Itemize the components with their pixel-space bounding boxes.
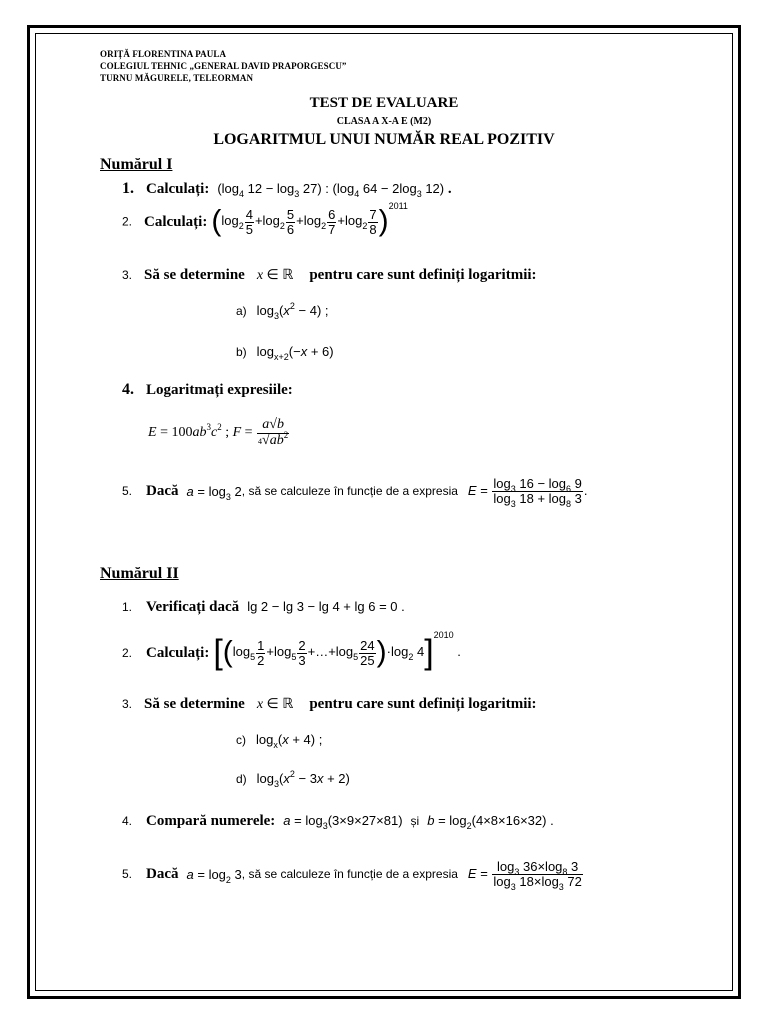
subitem-label: d): [236, 772, 247, 786]
q4-expressions: [148, 418, 290, 448]
formula: lg 2 − lg 3 − lg 4 + lg 6 = 0 .: [247, 599, 405, 614]
question-text: Dacă: [146, 865, 179, 882]
question-text: Dacă: [146, 482, 179, 499]
author-city: TURNU MĂGURELE, TELEORMAN: [100, 73, 254, 83]
author-name: ORIȚĂ FLORENTINA PAULA: [100, 49, 227, 59]
formula-2: E = $\frac{\log_3 16 - \log_6 9}{\log_3 18 + \log_8 3}$ .: [467, 476, 588, 509]
subitem-a: [236, 302, 329, 320]
exponent: 2010: [433, 630, 454, 641]
exponent: 2011: [388, 201, 408, 212]
question-text: Să se determine: [144, 696, 245, 712]
formula-2: E = $\frac{\log_3 36\times\log_8 3}{\log_3 18\times\log_3 72}$: [467, 859, 582, 892]
question-text: Compară numerele:: [146, 813, 276, 829]
section-heading-1: Numărul I: [100, 156, 173, 173]
question-number: 4.: [122, 814, 133, 828]
question-number: 4.: [122, 381, 134, 398]
question-number: 1.: [122, 600, 133, 614]
question-number: 5.: [122, 483, 133, 498]
formula: ($\log_2$ $\frac{4}{5}$ $+\log_2$ $\frac{5}{6}$ $+\log_2$ $\frac{6}{7}$ $+\log_2$ $\frac{7}{8}$ )$^{2011}$: [211, 201, 408, 238]
formula: [($\log_5$ $\frac{1}{2}$ $+\log_5$ $\frac{2}{3}$ $+\dots+\log_5$ $\frac{24}{25}$ )$\cdot\log_2$ 4]$^{2010}$ .: [213, 630, 461, 672]
formula: $\log_3(x^2 - 3x + 2)$: [256, 769, 350, 789]
question-1-5: [122, 476, 588, 509]
formula: ($\log_4$ $12 - \log_3 27$) : ($\log_4$ $64 - 2\log_3$ 12): [217, 181, 445, 199]
question-number: 5.: [122, 867, 133, 882]
question-number: 2.: [122, 646, 133, 660]
question-text: Calculați:: [144, 213, 208, 230]
question-1-4: [122, 381, 293, 399]
formula: $a = \log_3(3\times 9\times 27\times 81)$: [283, 813, 403, 831]
subitem-d: [236, 770, 350, 788]
question-number: 2.: [122, 214, 133, 229]
question-1-3: [122, 266, 537, 284]
formula: x ∈ ℝ: [256, 697, 294, 712]
question-number: 1.: [122, 180, 134, 197]
question-text-2: pentru care sunt definiți logaritmii:: [309, 696, 537, 712]
formula: $E = 100ab^3c^2$ ; F = $\frac{a√b}{4√ab^2}$: [148, 417, 289, 448]
formula-2: $b = \log_2(4\times 8\times 16\times 32)$ .: [427, 813, 554, 831]
formula: $a = \log_2 3$: [186, 866, 242, 885]
question-text: Logaritmați expresiile:: [146, 382, 293, 398]
class-line: CLASA A X-A E (M2): [336, 116, 432, 127]
subitem-c: [236, 731, 322, 749]
question-2-2: [122, 630, 461, 672]
section-heading-2: Numărul II: [100, 565, 179, 582]
question-2-3: [122, 695, 537, 713]
subject-title: LOGARITMUL UNUI NUMĂR REAL POZITIV: [213, 131, 555, 148]
page-title: TEST DE EVALUARE: [309, 95, 459, 111]
formula: $\log_x(x + 4)$ ;: [256, 732, 323, 750]
question-text: Calculați:: [146, 181, 210, 197]
question-2-1: [122, 598, 405, 616]
conjunction: și: [410, 814, 420, 828]
subitem-label: c): [236, 733, 246, 747]
subitem-label: b): [236, 345, 247, 359]
question-text: Să se determine: [144, 267, 245, 283]
question-text-2: pentru care sunt definiți logaritmii:: [309, 267, 537, 283]
question-1-1: 1. Calculați: ($\log_4$ $12 - \log_3 27$) : ($\log_4$ $64 - 2\log_3$ 12) .: [122, 180, 452, 199]
question-1-2: [122, 201, 408, 238]
subitem-b: [236, 343, 334, 361]
question-text: Verificați dacă: [146, 599, 240, 615]
question-text: Calculați:: [146, 644, 210, 661]
page-border-inner: [35, 33, 733, 991]
question-number: 3.: [122, 268, 133, 282]
formula: $\log_3(x^2 - 4)$ ;: [256, 301, 329, 321]
question-2-4: [122, 812, 554, 830]
question-text-2: , să se calculeze în funcție de a expresia: [241, 867, 458, 882]
formula: $a = \log_3 2$: [186, 483, 242, 502]
formula: x ∈ ℝ: [256, 268, 294, 283]
question-number: 3.: [122, 697, 133, 711]
subitem-label: a): [236, 304, 247, 318]
question-text-2: , să se calculeze în funcție de a expresia: [241, 484, 458, 499]
formula: $\log_{x+2}(-x + 6)$: [256, 344, 334, 362]
author-school: COLEGIUL TEHNIC „GENERAL DAVID PRAPORGESCU”: [100, 61, 347, 71]
question-2-5: [122, 859, 584, 892]
